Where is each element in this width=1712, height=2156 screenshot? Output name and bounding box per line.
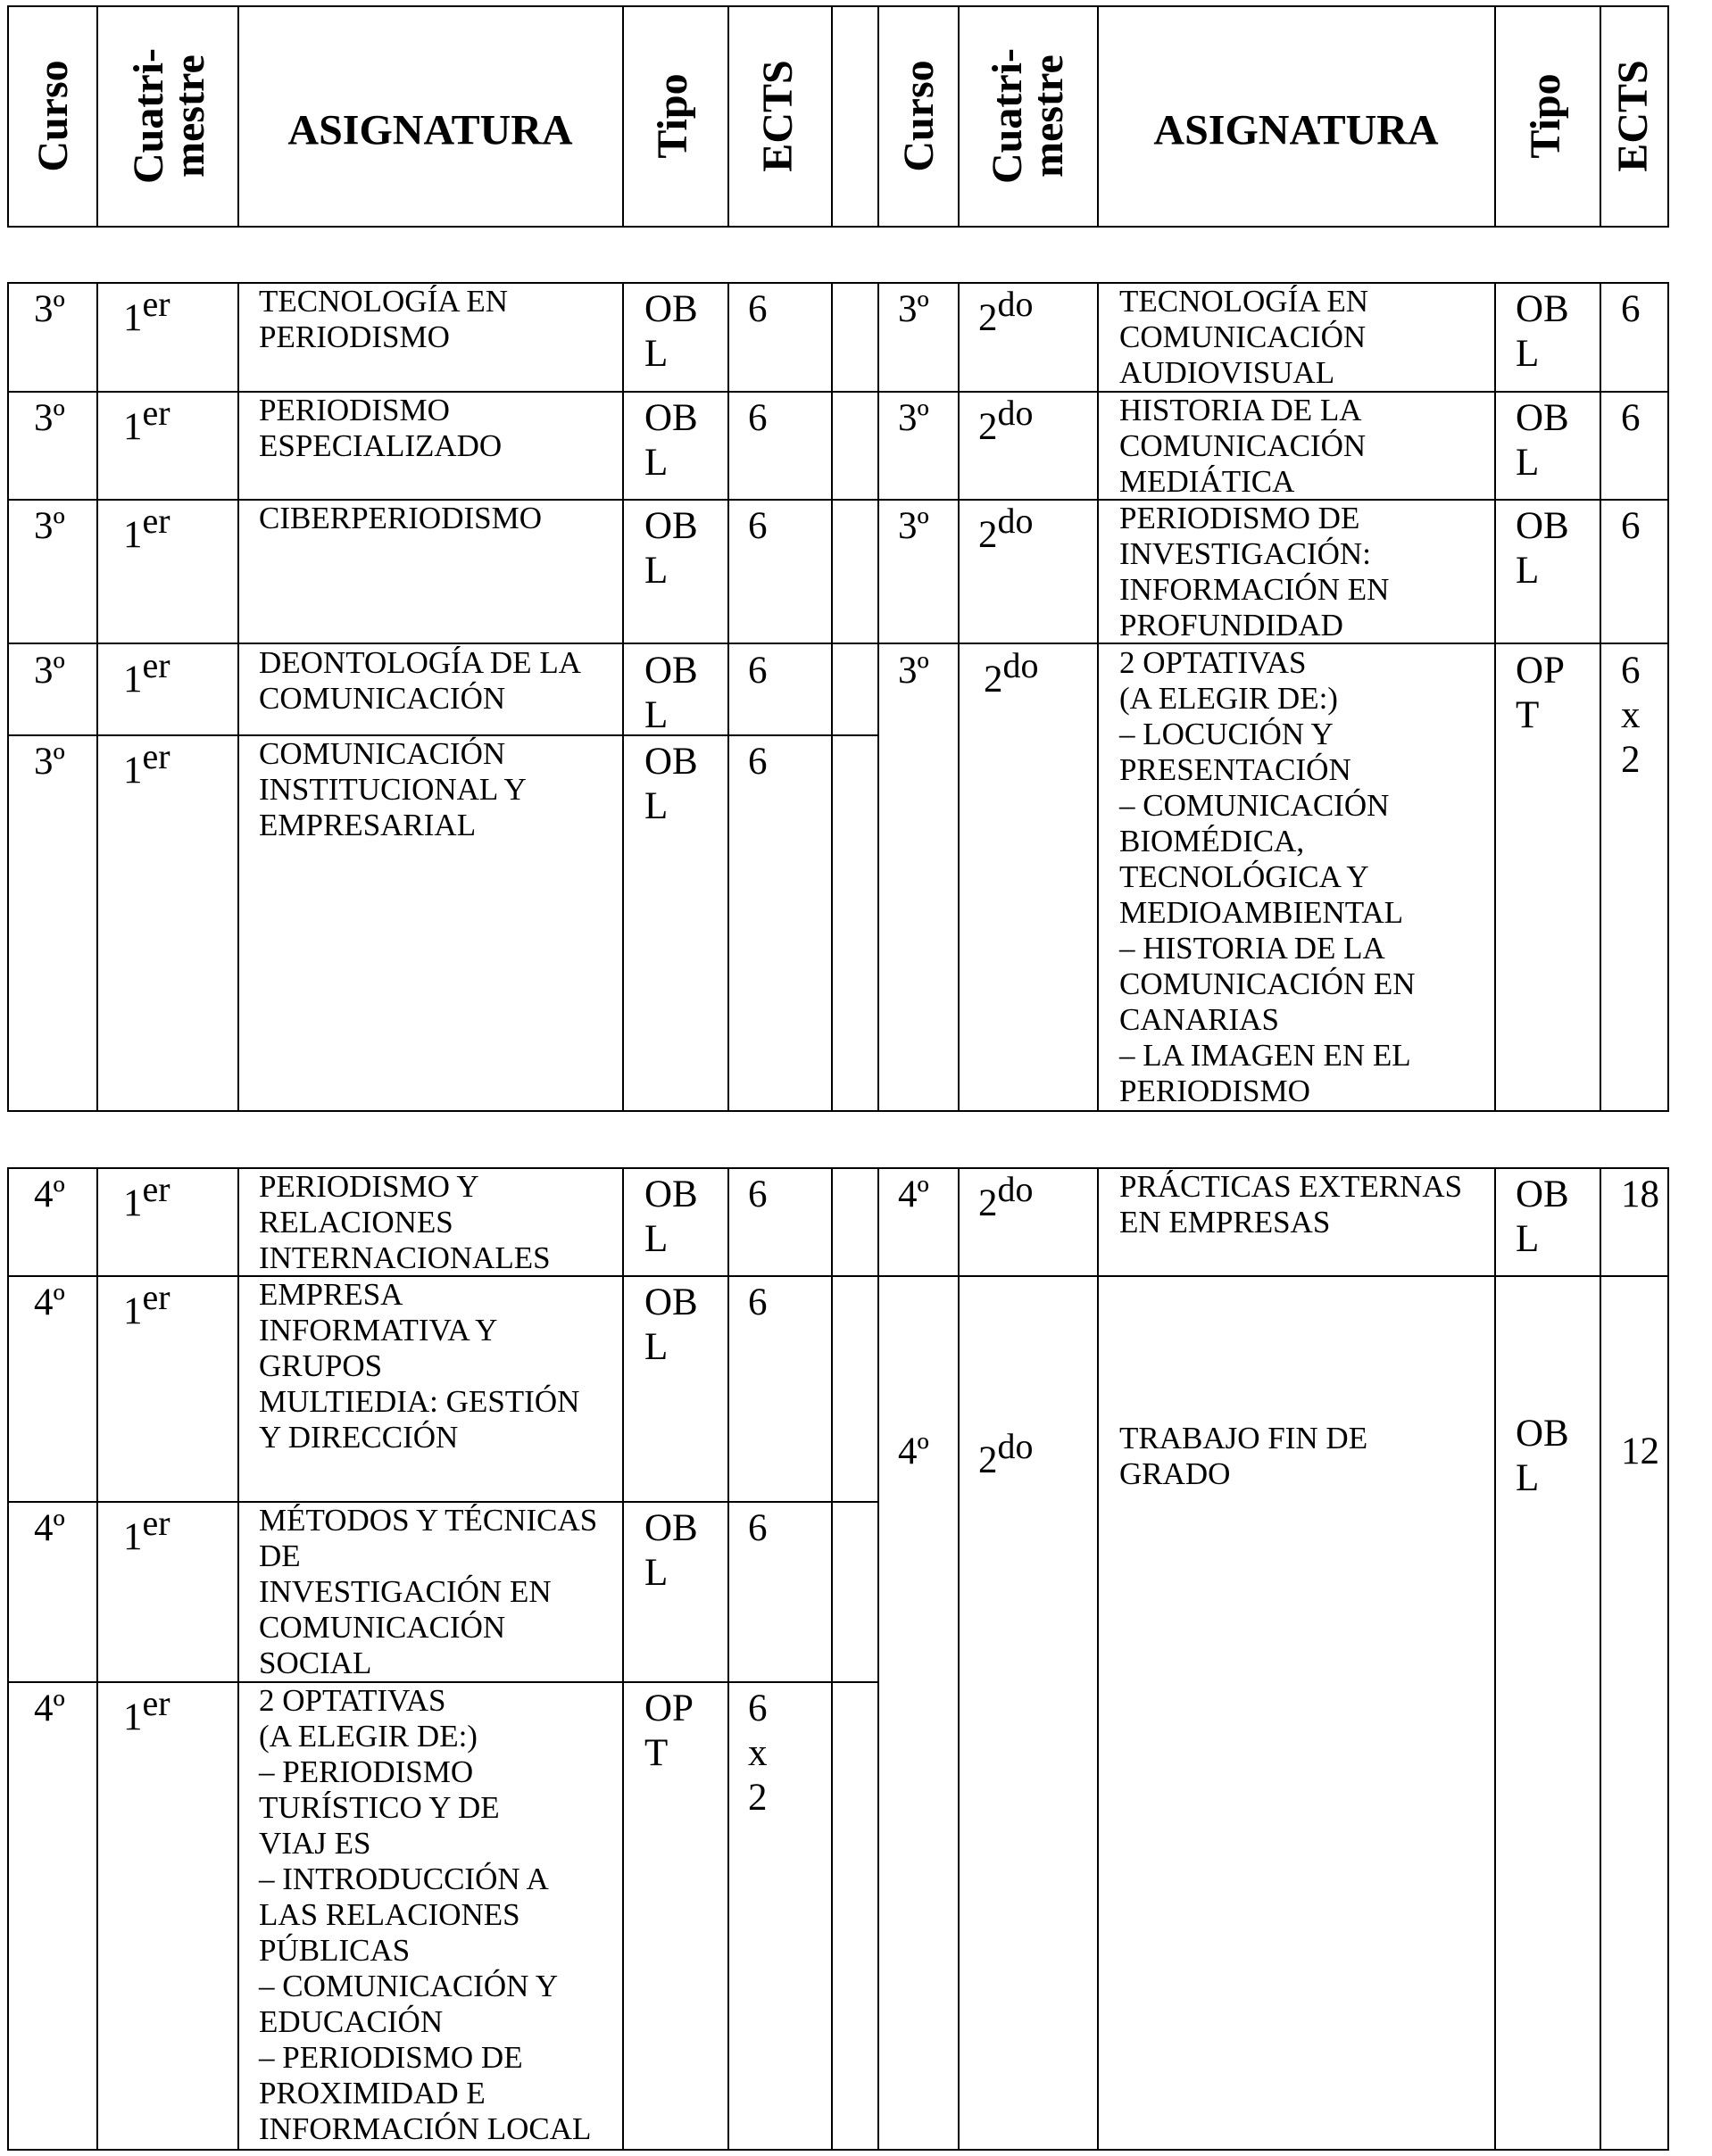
header-ects-right: ECTS (1609, 60, 1657, 172)
ects-cell: 6 (748, 288, 768, 330)
ects-cell: 6 x 2 (1621, 650, 1641, 781)
header-tipo-left: Tipo (649, 73, 696, 159)
curso-cell: 3º (898, 650, 929, 692)
ects-cell: 18 (1621, 1173, 1659, 1215)
cuatrimestre-cell: 1er (123, 501, 170, 556)
ects-cell: 6 x 2 (748, 1687, 768, 1819)
tipo-cell: OB L (1516, 288, 1569, 375)
ects-cell: 6 (748, 1281, 768, 1323)
subject-cell: MÉTODOS Y TÉCNICAS DE INVESTIGACIÓN EN COMUNICACIÓN SOCIAL (259, 1503, 598, 1680)
cuatrimestre-cell: 2do (978, 1426, 1034, 1481)
curso-cell: 4º (898, 1173, 929, 1215)
ects-cell: 6 (748, 505, 768, 547)
cuatrimestre-cell: 2do (978, 501, 1034, 556)
header-asignatura-right: ASIGNATURA (1153, 106, 1439, 154)
tipo-cell: OP T (644, 1687, 694, 1774)
cuatrimestre-cell: 1er (123, 284, 170, 339)
header-ects-left: ECTS (754, 60, 802, 172)
curso-cell: 4º (34, 1173, 65, 1215)
tipo-cell: OB L (644, 650, 698, 736)
curso-cell: 3º (34, 397, 65, 439)
cuatrimestre-cell: 1er (123, 1683, 170, 1738)
subject-cell: TECNOLOGÍA EN COMUNICACIÓN AUDIOVISUAL (1119, 284, 1368, 390)
curso-cell: 3º (34, 741, 65, 783)
cuatrimestre-cell: 1er (123, 1503, 170, 1558)
curso-cell: 4º (34, 1687, 65, 1729)
cuatrimestre-cell: 2do (984, 645, 1039, 701)
tipo-cell: OB L (644, 1507, 698, 1594)
cuatrimestre-cell: 1er (123, 393, 170, 448)
subject-cell: EMPRESA INFORMATIVA Y GRUPOS MULTIEDIA: GESTIÓN Y DIRECCIÓN (259, 1277, 580, 1455)
ects-cell: 6 (1621, 288, 1641, 330)
ects-cell: 6 (748, 1173, 768, 1215)
subject-cell: TRABAJO FIN DE GRADO (1119, 1421, 1368, 1491)
subject-cell: 2 OPTATIVAS (A ELEGIR DE:) – PERIODISMO TURÍSTICO Y DE VIAJ ES – INTRODUCCIÓN A LAS RELACIONES PÚBLICAS – COMUNICACIÓN Y EDUCACIÓN – PERIODISMO DE PROXIMIDAD E INFORMACIÓN LOCAL (259, 1683, 592, 2146)
cuatrimestre-cell: 1er (123, 1169, 170, 1224)
subject-cell: PERIODISMO ESPECIALIZADO (259, 393, 503, 463)
header-curso-right: Curso (895, 60, 943, 172)
tipo-cell: OB L (644, 288, 698, 375)
cuatrimestre-cell: 2do (978, 284, 1034, 339)
cuatrimestre-cell: 2do (978, 1169, 1034, 1224)
curso-cell: 3º (898, 505, 929, 547)
cuatrimestre-cell: 1er (123, 736, 170, 792)
subject-cell: PRÁCTICAS EXTERNAS EN EMPRESAS (1119, 1169, 1463, 1240)
header-cuatrimestre-right: Cuatri- mestre (984, 48, 1072, 184)
tipo-cell: OB L (1516, 397, 1569, 484)
tipo-cell: OB L (1516, 1413, 1569, 1499)
curso-cell: 3º (34, 505, 65, 547)
curso-cell: 4º (34, 1507, 65, 1549)
curso-cell: 3º (34, 650, 65, 692)
header-cuatrimestre-left: Cuatri- mestre (125, 48, 213, 184)
ects-cell: 6 (1621, 505, 1641, 547)
ects-cell: 12 (1621, 1430, 1659, 1472)
tipo-cell: OP T (1516, 650, 1565, 736)
subject-cell: PERIODISMO Y RELACIONES INTERNACIONALES (259, 1169, 551, 1275)
header-curso-left: Curso (29, 60, 77, 172)
tipo-cell: OB L (644, 505, 698, 592)
curso-cell: 3º (898, 397, 929, 439)
ects-cell: 6 (1621, 397, 1641, 439)
curso-cell: 3º (898, 288, 929, 330)
cuatrimestre-cell: 2do (978, 393, 1034, 448)
tipo-cell: OB L (1516, 505, 1569, 592)
tipo-cell: OB L (644, 741, 698, 827)
subject-cell: CIBERPERIODISMO (259, 501, 542, 535)
subject-cell: COMUNICACIÓN INSTITUCIONAL Y EMPRESARIAL (259, 736, 527, 842)
tipo-cell: OB L (644, 397, 698, 484)
curso-cell: 4º (898, 1430, 929, 1472)
curso-cell: 4º (34, 1281, 65, 1323)
subject-cell: 2 OPTATIVAS (A ELEGIR DE:) – LOCUCIÓN Y PRESENTACIÓN – COMUNICACIÓN BIOMÉDICA, TECNOLÓGICA Y MEDIOAMBIENTAL – HISTORIA DE LA COMUNICACIÓN EN CANARIAS – LA IMAGEN EN EL PERIODISMO (1119, 645, 1416, 1108)
tipo-cell: OB L (1516, 1173, 1569, 1260)
tipo-cell: OB L (644, 1281, 698, 1368)
curso-cell: 3º (34, 288, 65, 330)
ects-cell: 6 (748, 1507, 768, 1549)
cuatrimestre-cell: 1er (123, 645, 170, 701)
header-tipo-right: Tipo (1522, 73, 1569, 159)
cuatrimestre-cell: 1er (123, 1277, 170, 1332)
subject-cell: TECNOLOGÍA EN PERIODISMO (259, 284, 508, 354)
tipo-cell: OB L (644, 1173, 698, 1260)
ects-cell: 6 (748, 650, 768, 692)
ects-cell: 6 (748, 397, 768, 439)
subject-cell: DEONTOLOGÍA DE LA COMUNICACIÓN (259, 645, 581, 716)
ects-cell: 6 (748, 741, 768, 783)
header-asignatura-left: ASIGNATURA (287, 106, 573, 154)
subject-cell: HISTORIA DE LA COMUNICACIÓN MEDIÁTICA (1119, 393, 1367, 499)
subject-cell: PERIODISMO DE INVESTIGACIÓN: INFORMACIÓN EN PROFUNDIDAD (1119, 501, 1390, 643)
